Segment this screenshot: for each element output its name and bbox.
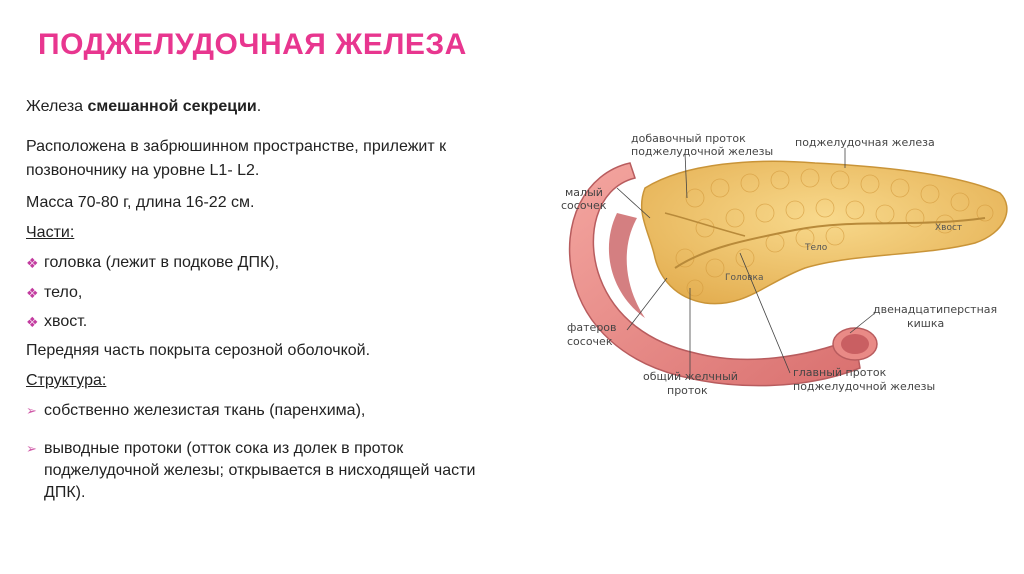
- slide-title: ПОДЖЕЛУДОЧНАЯ ЖЕЛЕЗА: [38, 28, 467, 61]
- arrow-bullet-icon: ➢: [26, 403, 37, 418]
- vater-papilla-label-2: сосочек: [567, 335, 613, 348]
- secretion-prefix: Железа: [26, 98, 88, 115]
- diamond-bullet-icon: ❖: [26, 255, 39, 271]
- accessory-duct-label-1: добавочный проток: [631, 132, 746, 145]
- body-label: Тело: [805, 243, 828, 253]
- main-duct-label-2: поджелудочной железы: [793, 380, 936, 393]
- vater-papilla-label-1: фатеров: [567, 321, 617, 334]
- structure-item-line: выводные протоки (отток сока из долек в проток: [44, 440, 404, 457]
- serosa-line: Передняя часть покрыта серозной оболочкой.: [26, 342, 371, 359]
- structure-item-line: ДПК).: [44, 484, 86, 501]
- accessory-duct-label-2: поджелудочной железы: [631, 145, 774, 158]
- duodenum-opening: [609, 213, 645, 318]
- pancreas-anatomy-figure: [555, 118, 1015, 418]
- duodenum-label-1: двенадцатиперстная: [873, 303, 998, 316]
- duodenum-lumen-inner: [841, 334, 869, 354]
- pancreas-label: поджелудочная железа: [795, 136, 935, 149]
- structure-heading: Структура:: [26, 372, 107, 389]
- minor-papilla-label-2: сосочек: [561, 199, 607, 212]
- common-bile-duct-label-2: проток: [667, 384, 708, 397]
- secretion-type: смешанной секреции: [87, 98, 257, 115]
- diamond-bullet-icon: ❖: [26, 314, 39, 330]
- mass-line: Масса 70-80 г, длина 16-22 см.: [26, 194, 255, 211]
- parts-heading: Части:: [26, 224, 75, 241]
- parts-item-text: тело,: [44, 284, 83, 301]
- tail-label: Хвост: [935, 223, 963, 233]
- arrow-bullet-icon: ➢: [26, 441, 37, 456]
- diamond-bullet-icon: ❖: [26, 285, 39, 301]
- secretion-suffix: .: [256, 98, 262, 115]
- head-label: Головка: [725, 273, 764, 283]
- parts-item: [26, 282, 82, 304]
- structure-item-text: собственно железистая ткань (паренхима),: [44, 402, 366, 419]
- structure-item-line: поджелудочной железы; открывается в нисходящей части: [44, 462, 476, 479]
- structure-item: [26, 438, 475, 504]
- duodenum-label-2: кишка: [907, 317, 945, 330]
- location-line-1: Расположена в забрюшинном пространстве, прилежит к: [26, 138, 447, 155]
- structure-item: [26, 400, 365, 422]
- minor-papilla-label-1: малый: [565, 186, 603, 199]
- parts-item-text: хвост.: [44, 313, 88, 330]
- location-line-2: позвоночнику на уровне L1- L2.: [26, 162, 260, 179]
- parts-item-text: головка (лежит в подкове ДПК),: [44, 254, 280, 271]
- main-duct-label-1: главный проток: [793, 366, 887, 379]
- structure-item-text: [44, 438, 475, 504]
- parts-item: [26, 252, 279, 274]
- secretion-line: [26, 96, 261, 118]
- common-bile-duct-label-1: общий желчный: [643, 370, 738, 383]
- parts-item: [26, 311, 87, 333]
